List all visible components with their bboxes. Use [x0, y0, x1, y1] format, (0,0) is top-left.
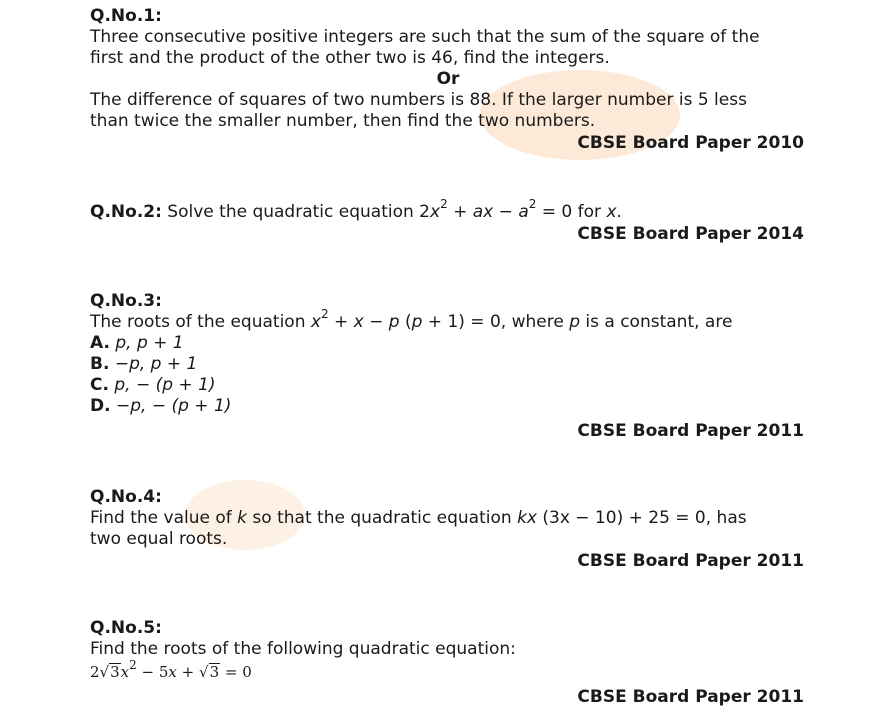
question-5-label: Q.No.5: — [90, 618, 162, 638]
option-letter: D. — [90, 396, 111, 416]
question-4-var-kx: kx — [517, 508, 537, 528]
question-3-label: Q.No.3: — [90, 291, 162, 311]
question-3-var-p2: p — [411, 312, 423, 332]
question-3-var-x2: x — [353, 312, 364, 332]
question-2-source: CBSE Board Paper 2014 — [577, 224, 804, 244]
question-3-text — [90, 307, 810, 333]
question-3-var-x: x — [310, 312, 321, 332]
question-1-or: Or — [436, 69, 460, 89]
question-2-minus: − — [493, 202, 519, 222]
question-2 — [90, 197, 810, 223]
question-4-text-line2: two equal roots. — [90, 529, 228, 549]
question-4-text-mid: so that the quadratic equation — [247, 508, 518, 528]
option-letter: C. — [90, 375, 109, 395]
option-text: −p, − (p + 1) — [115, 396, 232, 416]
eq-exp: 2 — [129, 658, 137, 672]
question-1-alt-line1: The difference of squares of two numbers is 88. If the larger number is 5 less — [90, 90, 747, 110]
question-1-text-line1: Three consecutive positive integers are such that the sum of the square of the — [90, 27, 760, 47]
eq-radicand: 3 — [110, 663, 120, 681]
option-text: −p, p + 1 — [114, 354, 198, 374]
question-3-option-c — [90, 375, 810, 396]
question-3-mid3: ( — [399, 312, 412, 332]
question-4-var-k: k — [237, 508, 248, 528]
eq-rest2: + — [176, 663, 199, 681]
question-2-plus: + — [447, 202, 473, 222]
sqrt-symbol: √ — [99, 663, 110, 681]
question-2-var-x2: x — [606, 202, 617, 222]
option-text: p, − (p + 1) — [114, 375, 216, 395]
eq-rest3: = 0 — [220, 663, 252, 681]
question-4-source: CBSE Board Paper 2011 — [577, 551, 804, 571]
question-2-exp: 2 — [440, 197, 448, 212]
question-5-source: CBSE Board Paper 2011 — [577, 687, 804, 707]
question-2-exp2: 2 — [528, 197, 537, 212]
question-4-label: Q.No.4: — [90, 487, 162, 507]
question-5-text: Find the roots of the following quadratic equation: — [90, 639, 516, 659]
question-3-mid2: − — [363, 312, 389, 332]
question-3-var-p3: p — [569, 312, 580, 332]
question-1-text-line2: first and the product of the other two is 46, find the integers. — [90, 48, 610, 68]
question-1-source: CBSE Board Paper 2010 — [577, 133, 804, 153]
question-2-var-ax: ax — [472, 202, 494, 222]
question-5-equation — [90, 658, 252, 683]
option-letter: B. — [90, 354, 110, 374]
question-3 — [90, 291, 810, 417]
option-text: p, p + 1 — [115, 333, 184, 353]
question-2-var-a: a — [518, 202, 529, 222]
question-3-mid1: + — [328, 312, 354, 332]
question-3-exp: 2 — [320, 307, 329, 322]
question-2-eq: = 0 for — [536, 202, 607, 222]
question-4-text-line1 — [90, 508, 810, 529]
eq-radicand2: 3 — [209, 663, 220, 681]
eq-coef: 2 — [90, 663, 100, 681]
question-3-text-pre: The roots of the equation — [90, 312, 311, 332]
eq-var-x: x — [120, 663, 130, 681]
question-1-label: Q.No.1: — [90, 6, 162, 26]
question-2-var-x: x — [430, 202, 441, 222]
sqrt-symbol: √ — [199, 663, 209, 681]
question-4-text-pre: Find the value of — [90, 508, 238, 528]
question-1 — [90, 6, 810, 132]
question-3-option-b — [90, 354, 810, 375]
question-1-alt-line2: than twice the smaller number, then find the two numbers. — [90, 111, 596, 131]
question-3-mid4: + 1) = 0, where — [422, 312, 570, 332]
question-3-mid5: is a constant, are — [580, 312, 733, 332]
question-3-option-d — [90, 396, 810, 417]
question-3-var-p: p — [388, 312, 400, 332]
question-2-end: . — [616, 202, 622, 222]
question-3-option-a — [90, 333, 810, 354]
question-2-label: Q.No.2: — [90, 202, 162, 222]
question-2-text — [90, 197, 810, 223]
eq-var-x2: x — [168, 663, 177, 681]
question-2-text-pre: Solve the quadratic equation 2 — [161, 202, 430, 222]
eq-rest1: − 5 — [136, 663, 169, 681]
question-4 — [90, 487, 810, 550]
question-4-text-end: (3x − 10) + 25 = 0, has — [536, 508, 747, 528]
option-letter: A. — [90, 333, 110, 353]
question-5 — [90, 618, 810, 683]
question-3-source: CBSE Board Paper 2011 — [577, 421, 804, 441]
